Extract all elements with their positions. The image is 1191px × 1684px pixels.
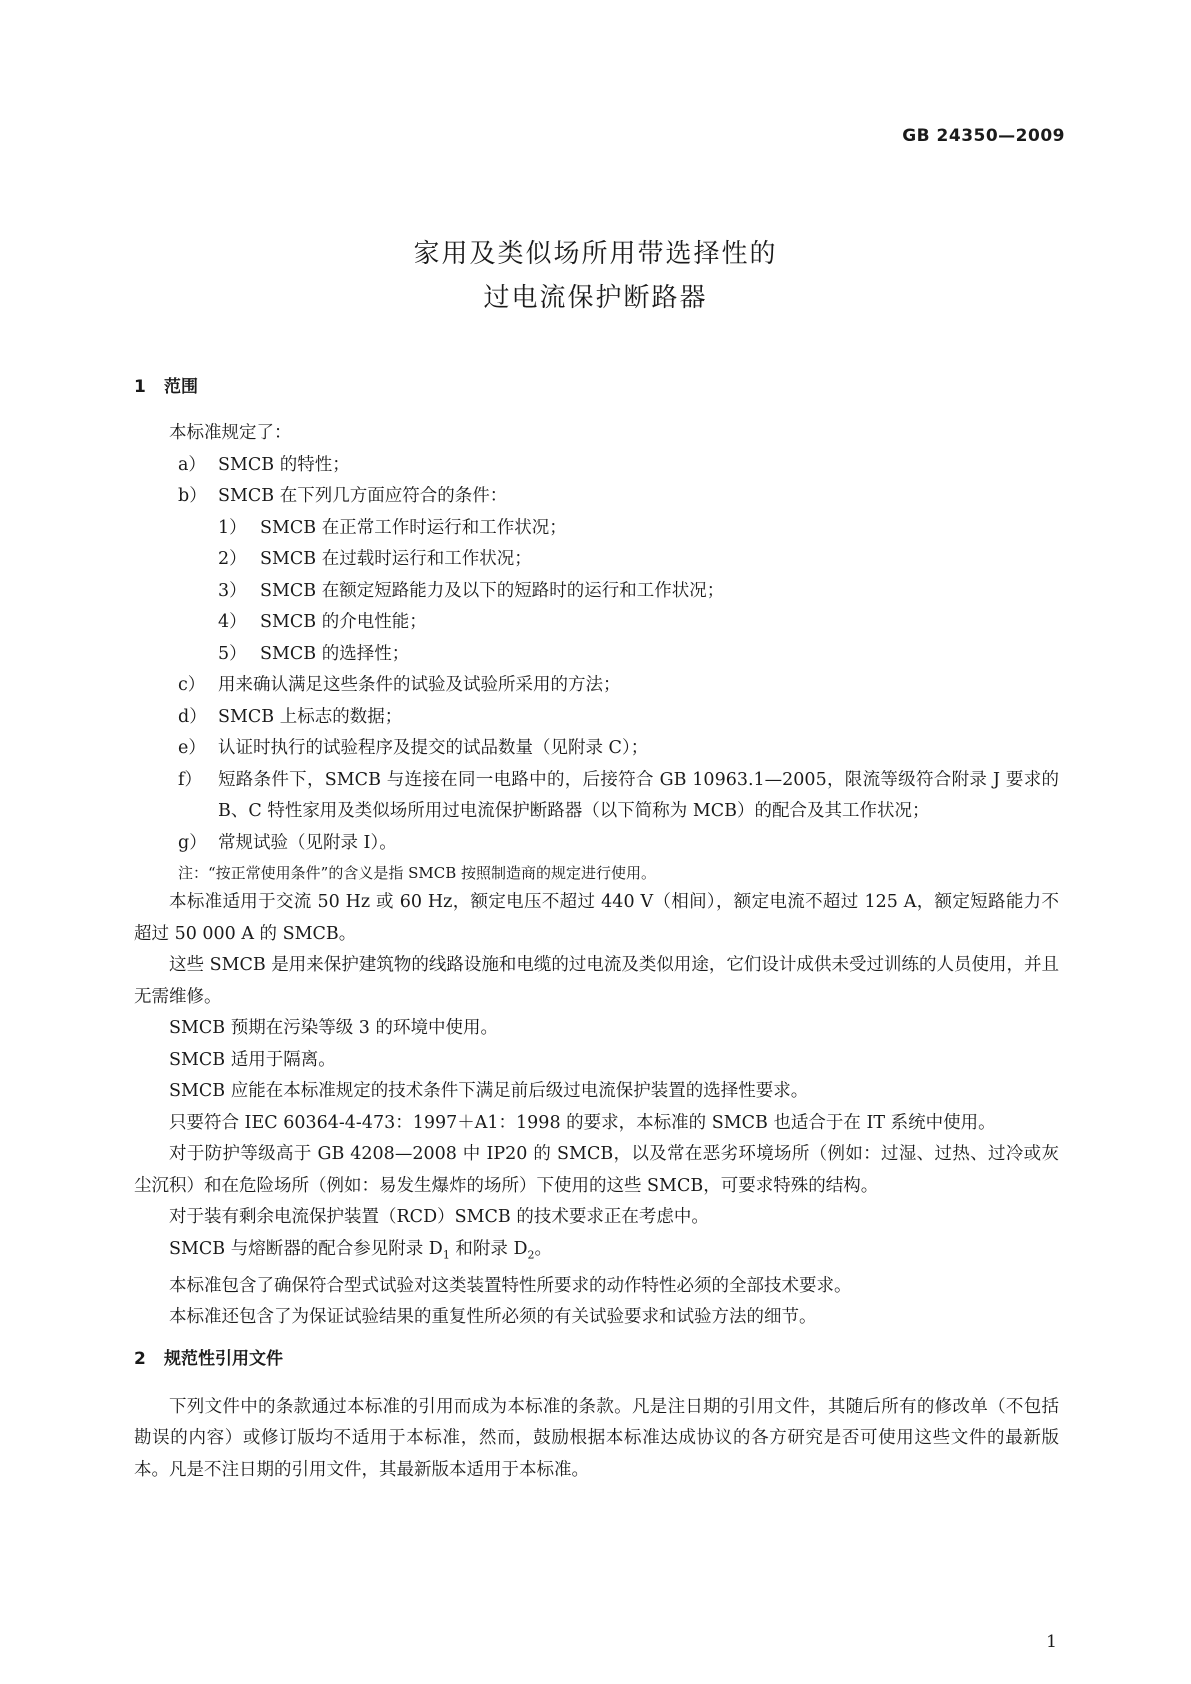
list-item-a: [134, 450, 1059, 482]
scope-paragraph: 只要符合 IEC 60364-4-473：1997＋A1：1998 的要求，本标准的 SMCB 也适合于在 IT 系统中使用。: [169, 1112, 996, 1133]
title-line-1: 家用及类似场所用带选择性的: [413, 239, 778, 269]
fuse-coordination-paragraph: [134, 1234, 1059, 1271]
scope-paragraph: 本标准还包含了为保证试验结果的重复性所必须的有关试验要求和试验方法的细节。: [169, 1307, 817, 1327]
list-item-d: [134, 702, 1059, 734]
fuse-text-post: 。: [534, 1238, 552, 1259]
sub-text: SMCB 在正常工作时运行和工作状况；: [260, 517, 567, 538]
fuse-text-mid: 和附录 D: [449, 1238, 528, 1259]
list-item-c: [134, 670, 1059, 702]
sub-text: SMCB 的选择性；: [260, 643, 410, 664]
list-text: 常规试验（见附录 I）。: [218, 832, 397, 853]
page-number: 1: [1046, 1632, 1057, 1652]
subscript-2: 2: [527, 1248, 535, 1261]
list-label: d）: [178, 706, 207, 727]
section-2-title: 规范性引用文件: [164, 1348, 283, 1369]
sub-item-4: [134, 607, 1059, 639]
subscript-1: 1: [442, 1248, 450, 1261]
list-item-b: [134, 481, 1059, 513]
list-text: SMCB 上标志的数据；: [218, 706, 403, 727]
sub-item-1: [134, 513, 1059, 545]
scope-paragraph: 对于装有剩余电流保护装置（RCD）SMCB 的技术要求正在考虑中。: [169, 1207, 709, 1227]
section-2-number: 2: [134, 1348, 146, 1369]
section-1-title: 范围: [164, 377, 198, 397]
references-paragraph: 下列文件中的条款通过本标准的引用而成为本标准的条款。凡是注日期的引用文件，其随后所有的修改单（不包括勘误的内容）或修订版均不适用于本标准，然而，鼓励根据本标准达成协议的各方研究是否可使用这些文件的最新版本。凡是不注日期的引用文件，其最新版本适用于本标准。: [134, 1396, 1059, 1480]
list-item-f: [134, 765, 1059, 828]
list-label: c）: [178, 675, 206, 695]
scope-paragraph: SMCB 预期在污染等级 3 的环境中使用。: [169, 1018, 498, 1038]
fuse-text-pre: SMCB 与熔断器的配合参见附录 D: [169, 1238, 443, 1259]
sub-text: SMCB 在过载时运行和工作状况；: [260, 549, 532, 569]
scope-paragraph: 这些 SMCB 是用来保护建筑物的线路设施和电缆的过电流及类似用途，它们设计成供未受过训练的人员使用，并且无需维修。: [134, 955, 1059, 1007]
sub-item-3: [134, 576, 1059, 608]
sub-text: SMCB 在额定短路能力及以下的短路时的运行和工作状况；: [260, 580, 725, 601]
sub-label: 1）: [218, 517, 247, 538]
sub-label: 3）: [218, 580, 247, 601]
scope-paragraph: SMCB 适用于隔离。: [169, 1049, 336, 1070]
scope-note: 注：“按正常使用条件”的含义是指 SMCB 按照制造商的规定进行使用。: [178, 864, 657, 882]
list-label: f）: [178, 769, 202, 790]
sub-item-5: [134, 639, 1059, 671]
sub-item-2: [134, 544, 1059, 576]
list-text: 用来确认满足这些条件的试验及试验所采用的方法；: [218, 675, 621, 695]
sub-label: 4）: [218, 612, 247, 632]
list-label: a）: [178, 454, 206, 475]
list-item-e: [134, 733, 1059, 765]
list-item-g: [134, 828, 1059, 860]
list-text: SMCB 在下列几方面应符合的条件：: [218, 486, 508, 506]
document-title: [0, 232, 1191, 320]
main-content: [134, 372, 1059, 1486]
section-1-number: 1: [134, 377, 146, 397]
section-2-heading: [134, 1344, 1059, 1392]
list-label: g）: [178, 832, 207, 853]
scope-paragraph: 对于防护等级高于 GB 4208—2008 中 IP20 的 SMCB，以及常在恶劣环境场所（例如：过湿、过热、过冷或灰尘沉积）和在危险场所（例如：易发生爆炸的场所）下使用的这些 SMCB，可要求特殊的结构。: [134, 1144, 1059, 1196]
scope-paragraph: 本标准适用于交流 50 Hz 或 60 Hz，额定电压不超过 440 V（相间），额定电流不超过 125 A，额定短路能力不超过 50 000 A 的 SMCB。: [134, 892, 1059, 944]
scope-intro: 本标准规定了：: [169, 423, 292, 443]
sub-label: 5）: [218, 643, 247, 664]
list-text: SMCB 的特性；: [218, 454, 350, 475]
list-text: 认证时执行的试验程序及提交的试品数量（见附录 C）；: [218, 738, 649, 758]
sub-label: 2）: [218, 549, 247, 569]
standard-code: GB 24350—2009: [902, 126, 1065, 146]
title-line-2: 过电流保护断路器: [483, 283, 708, 313]
section-1-heading: [134, 372, 1059, 418]
sub-text: SMCB 的介电性能；: [260, 612, 427, 632]
scope-paragraph: SMCB 应能在本标准规定的技术条件下满足前后级过电流保护装置的选择性要求。: [169, 1081, 809, 1101]
list-label: e）: [178, 738, 206, 758]
scope-paragraph: 本标准包含了确保符合型式试验对这类装置特性所要求的动作特性必须的全部技术要求。: [169, 1275, 852, 1296]
list-text: 短路条件下，SMCB 与连接在同一电路中的，后接符合 GB 10963.1—2005，限流等级符合附录 J 要求的 B、C 特性家用及类似场所用过电流保护断路器（以下简称为 MCB）的配合及其工作状况；: [218, 769, 1059, 821]
list-label: b）: [178, 486, 207, 506]
